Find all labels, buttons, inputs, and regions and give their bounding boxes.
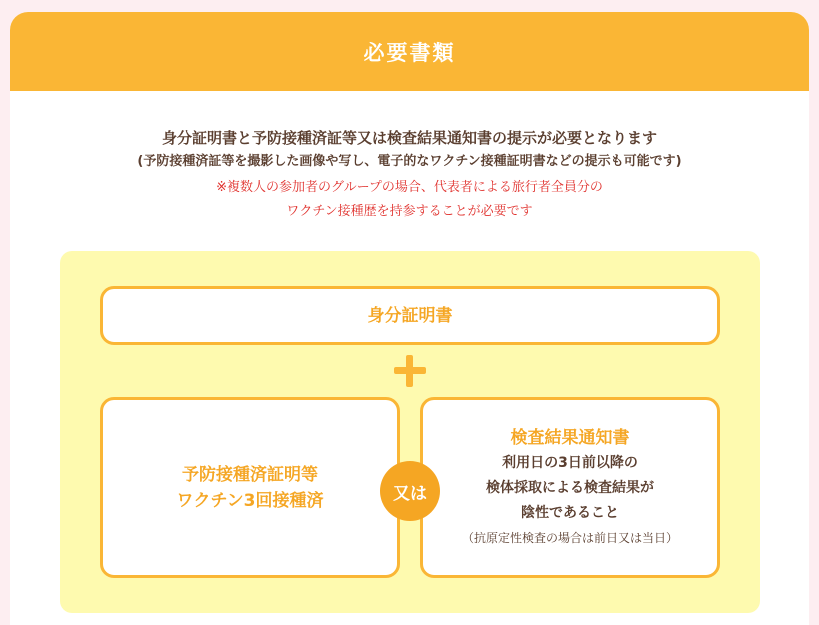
group-note-line-2: ワクチン接種歴を持参することが必要です (286, 204, 533, 219)
intro-sub-text: (予防接種済証等を撮影した画像や写し、電子的なワクチン接種証明書などの提示も可能です) (137, 154, 682, 169)
vaccination-certificate-line-2: ワクチン3回接種済 (176, 490, 324, 511)
id-document-label: 身分証明書 (367, 305, 453, 326)
intro-main-text: 身分証明書と予防接種済証等又は検査結果通知書の提示が必要となります (161, 129, 657, 147)
test-result-line-1: 利用日の3日前以降の (502, 455, 638, 471)
test-result-line-3: 陰性であること (521, 505, 619, 521)
required-documents-card (10, 12, 809, 625)
test-result-line-2: 検体採取による検査結果が (486, 480, 654, 496)
plus-icon (394, 355, 426, 387)
test-result-title: 検査結果通知書 (510, 428, 630, 448)
group-note-line-1: ※複数人の参加者のグループの場合、代表者による旅行者全員分の (216, 180, 603, 195)
page-title: 必要書類 (363, 40, 456, 65)
or-badge: 又は (380, 461, 440, 521)
card-header (10, 12, 809, 91)
id-document-box (100, 286, 720, 345)
intro-text (10, 127, 809, 223)
vaccination-certificate-line-1: 予防接種済証明等 (182, 464, 318, 485)
documents-diagram-panel (60, 251, 760, 613)
test-result-box (420, 397, 720, 578)
vaccination-certificate-box (100, 397, 400, 578)
antigen-test-note: （抗原定性検査の場合は前日又は当日） (461, 531, 678, 545)
